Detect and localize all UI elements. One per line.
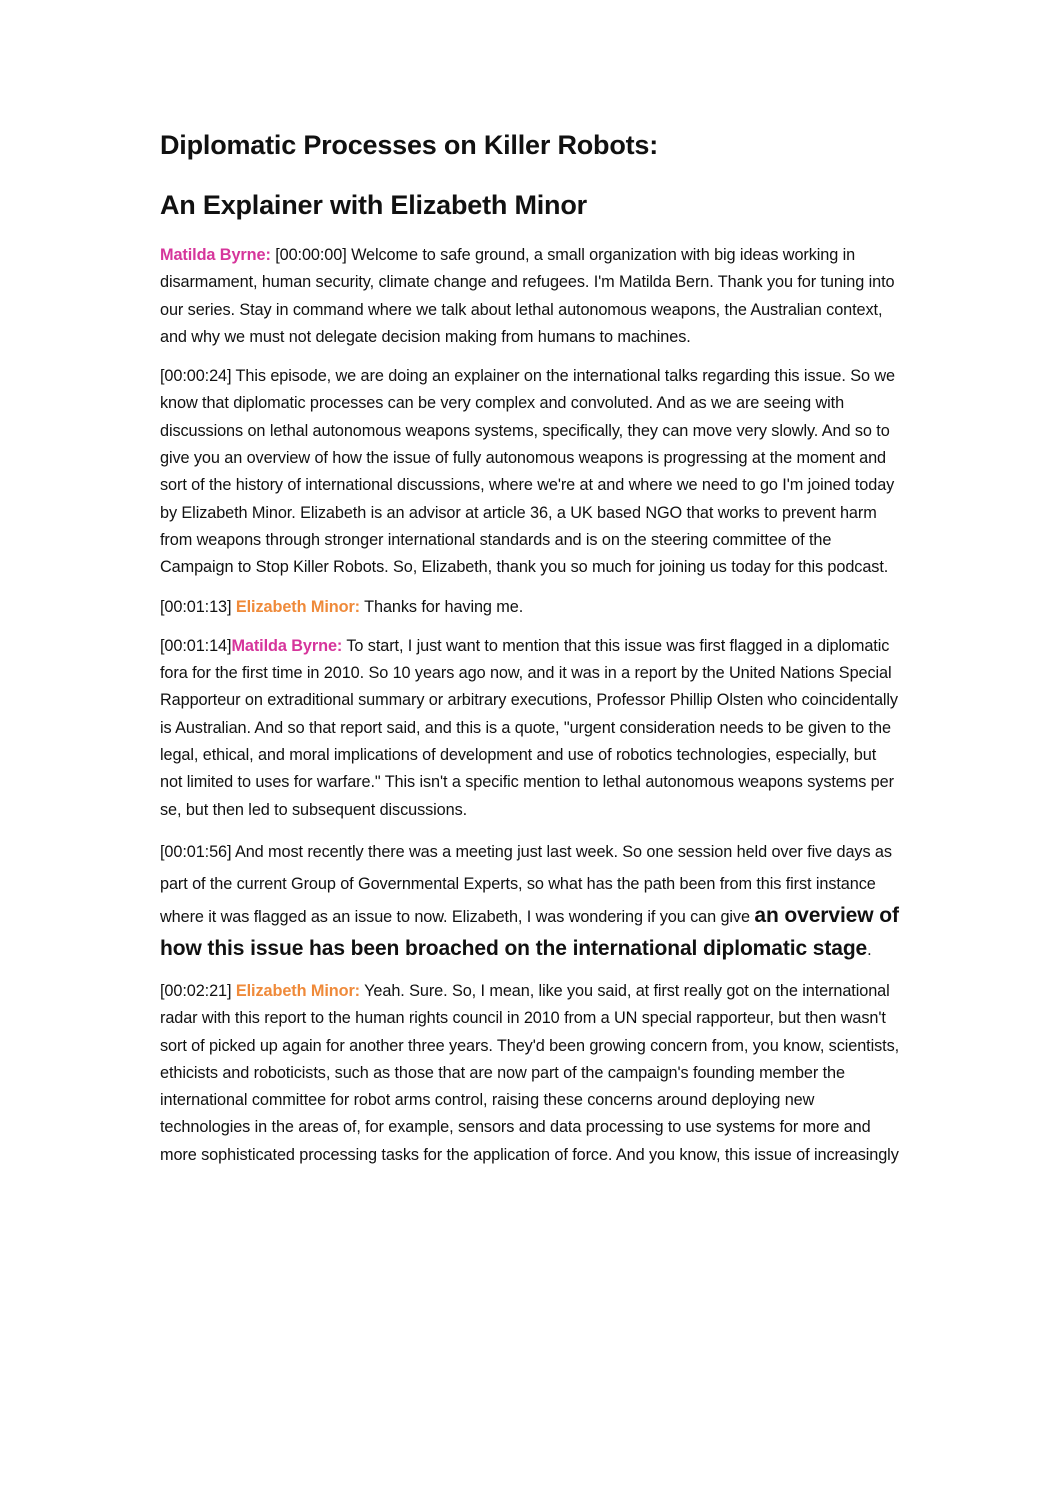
timestamp: [00:02:21] bbox=[160, 981, 232, 1000]
speaker-elizabeth-minor: Elizabeth Minor: bbox=[235, 981, 361, 1000]
transcript-paragraph-4 bbox=[160, 633, 900, 824]
emphasized-question: an overview of how this issue has been broached on the international diplomatic stage bbox=[160, 903, 899, 960]
paragraph-text: To start, I just want to mention that this issue was first flagged in a diplomatic fora for the first time in 2010. So 10 years ago now, and it was in a report by the United Nations Special Rapporteur on extraditional summary or arbitrary executions, Professor Phillip Olsten who coincidentally is Australian. And so that report said, and this is a quote, "urgent consideration needs to be given to the legal, ethical, and moral implications of development and use of robotics technologies, especially, but not limited to uses for warfare." This isn't a specific mention to lethal autonomous weapons systems per se, but then led to subsequent discussions. bbox=[160, 636, 898, 819]
transcript-paragraph-1 bbox=[160, 242, 900, 351]
paragraph-text: [00:00:24] This episode, we are doing an explainer on the international talks regarding this issue. So we know that diplomatic processes can be very complex and convoluted. And as we are seeing with discussions on lethal autonomous weapons systems, specifically, they can move very slowly. And so to give you an overview of how the issue of fully autonomous weapons is progressing at the moment and sort of the history of international discussions, where we're at and where we need to go I'm joined today by Elizabeth Minor. Elizabeth is an advisor at article 36, a UK based NGO that works to prevent harm from weapons through stronger international standards and is on the steering committee of the Campaign to Stop Killer Robots. So, Elizabeth, thank you so much for joining us today for this podcast. bbox=[160, 367, 895, 577]
timestamp: [00:01:13] bbox=[160, 597, 232, 616]
transcript-paragraph-2 bbox=[160, 363, 900, 581]
document-page bbox=[160, 128, 900, 1169]
paragraph-end: . bbox=[867, 940, 872, 959]
speaker-matilda-byrne: Matilda Byrne: bbox=[231, 636, 343, 655]
transcript-paragraph-3 bbox=[160, 594, 900, 621]
paragraph-text: Yeah. Sure. So, I mean, like you said, at first really got on the international radar with this report to the human rights council in 2010 from a UN special rapporteur, but then wasn't sort of picked up again for another three years. They'd been growing concern from, you know, scientists, ethicists and roboticists, such as those that are now part of the campaign's founding member the international committee for robot arms control, raising these concerns around deploying new technologies in the areas of, for example, sensors and data processing to use systems for more and more sophisticated processing tasks for the application of force. And you know, this issue of increasingly bbox=[160, 981, 900, 1164]
paragraph-text: Thanks for having me. bbox=[364, 597, 524, 616]
document-title: Diplomatic Processes on Killer Robots: bbox=[160, 130, 659, 160]
speaker-matilda-byrne: Matilda Byrne: bbox=[160, 246, 271, 264]
document-subtitle: An Explainer with Elizabeth Minor bbox=[160, 190, 587, 220]
transcript-paragraph-6 bbox=[160, 978, 900, 1169]
timestamp: [00:01:14] bbox=[160, 636, 232, 655]
paragraph-text: [00:01:56] And most recently there was a meeting just last week. So one session held over five days as part of the current Group of Governmental Experts, so what has the path been from this first instance where it was flagged as an issue to now. Elizabeth, I was wondering if you can give bbox=[160, 842, 892, 926]
transcript-paragraph-5 bbox=[160, 836, 900, 966]
speaker-elizabeth-minor: Elizabeth Minor: bbox=[235, 597, 361, 616]
paragraph-text: [00:00:00] Welcome to safe ground, a small organization with big ideas working in disarmament, human security, climate change and refugees. I'm Matilda Bern. Thank you for tuning into our series. Stay in command where we talk about lethal autonomous weapons, the Australian context, and why we must not delegate decision making from humans to machines. bbox=[160, 246, 895, 346]
